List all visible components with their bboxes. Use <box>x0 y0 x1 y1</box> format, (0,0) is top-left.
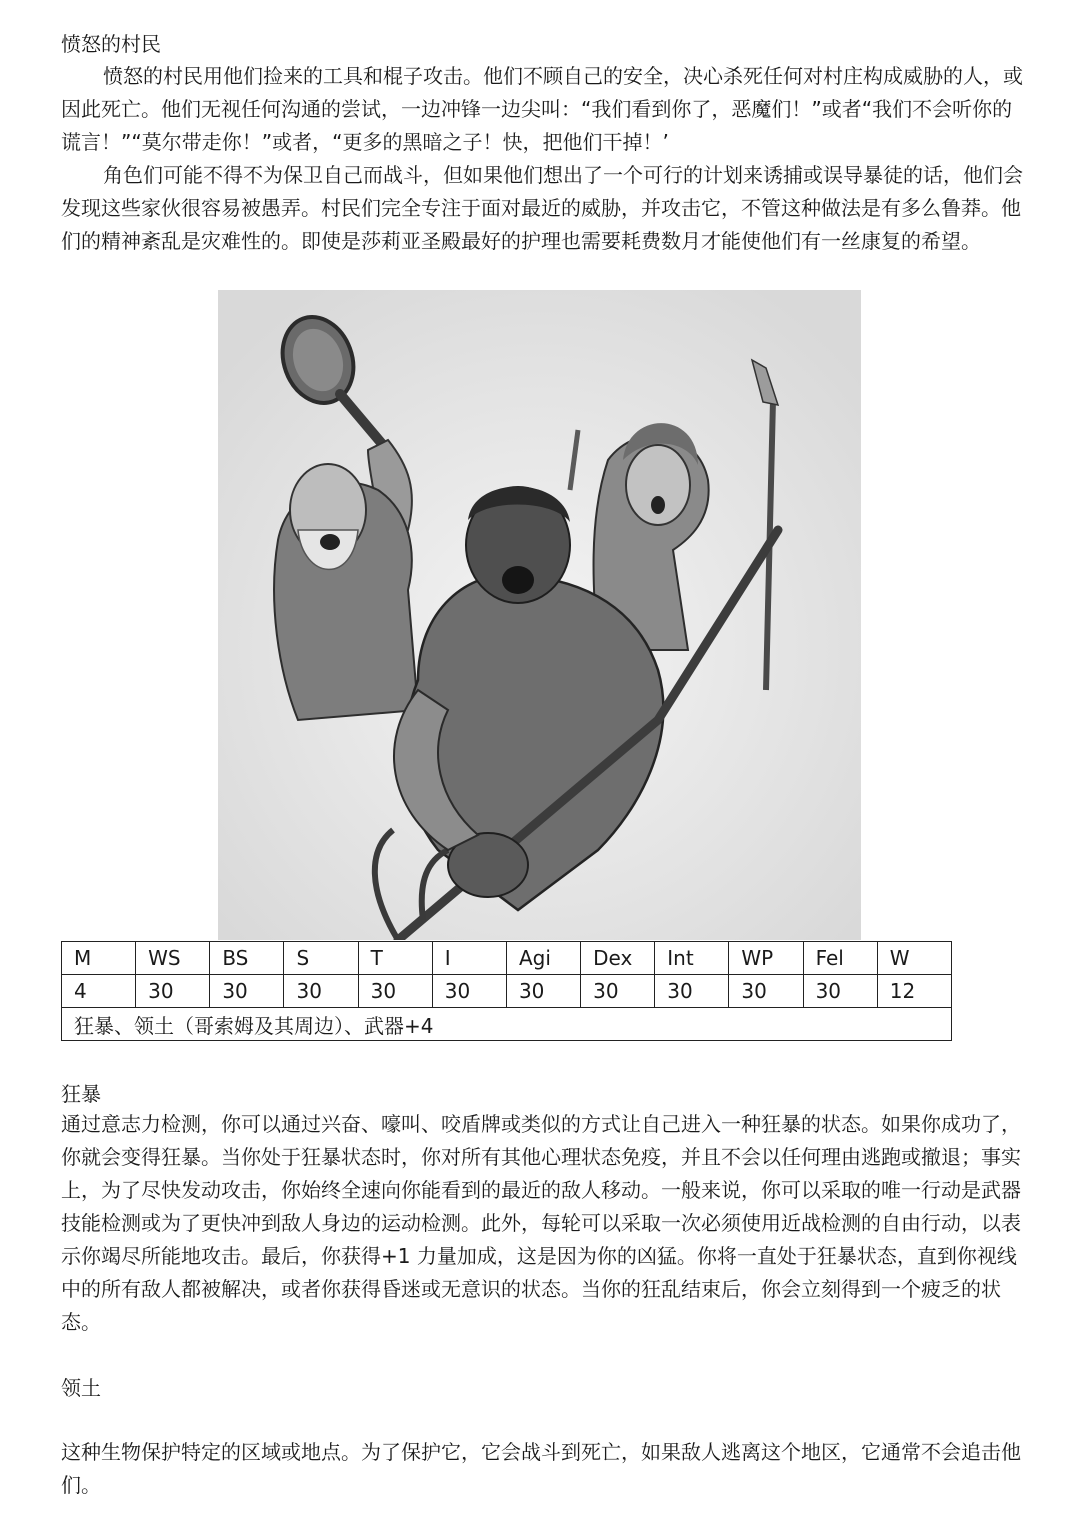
stat-header-cell: Fel <box>803 942 877 975</box>
stat-value-cell: 30 <box>803 975 877 1008</box>
frenzy-title: 狂暴 <box>61 1082 101 1106</box>
stat-value-cell: 30 <box>432 975 506 1008</box>
stat-value-row <box>62 975 952 1008</box>
stat-header-cell: I <box>432 942 506 975</box>
stat-header-cell: M <box>62 942 136 975</box>
stat-header-cell: Dex <box>581 942 655 975</box>
stat-value-cell: 30 <box>729 975 803 1008</box>
description-paragraph-2: 角色们可能不得不为保卫自己而战斗，但如果他们想出了一个可行的计划来诱捕或误导暴徒的话，他们会发现这些家伙很容易被愚弄。村民们完全专注于面对最近的威胁，并攻击它，不管这种做法是有多么鲁莽。他们的精神紊乱是灾难性的。即使是莎莉亚圣殿最好的护理也需要耗费数月才能使他们有一丝康复的希望。 <box>61 163 1023 253</box>
stat-header-cell: Int <box>655 942 729 975</box>
frenzy-paragraph: 通过意志力检测，你可以通过兴奋、嚎叫、咬盾牌或类似的方式让自己进入一种狂暴的状态。如果你成功了，你就会变得狂暴。当你处于狂暴状态时，你对所有其他心理状态免疫，并且不会以任何理由逃跑或撤退；事实上，为了尽快发动攻击，你始终全速向你能看到的最近的敌人移动。一般来说，你可以采取的唯一行动是武器技能检测或为了更快冲到敌人身边的运动检测。此外，每轮可以采取一次必须使用近战检测的自由行动，以表示你竭尽所能地攻击。最后，你获得+1 力量加成，这是因为你的凶猛。你将一直处于狂暴状态，直到你视线中的所有敌人都被解决，或者你获得昏迷或无意识的状态。当你的狂乱结束后，你会立刻得到一个疲乏的状态。 <box>61 1112 1021 1334</box>
stat-header-cell: Agi <box>506 942 580 975</box>
stat-header-cell: S <box>284 942 358 975</box>
stat-header-cell: W <box>877 942 951 975</box>
section-title: 愤怒的村民 <box>61 32 161 56</box>
stat-value-cell: 30 <box>506 975 580 1008</box>
stat-header-cell: WS <box>136 942 210 975</box>
stat-value-cell: 30 <box>284 975 358 1008</box>
stat-header-cell: BS <box>210 942 284 975</box>
angry-villagers-illustration <box>218 290 861 940</box>
stat-header-cell: WP <box>729 942 803 975</box>
stat-value-cell: 30 <box>358 975 432 1008</box>
stat-value-cell: 4 <box>62 975 136 1008</box>
stat-value-cell: 30 <box>581 975 655 1008</box>
stat-value-cell: 30 <box>210 975 284 1008</box>
description-paragraph-1: 愤怒的村民用他们捡来的工具和棍子攻击。他们不顾自己的安全，决心杀死任何对村庄构成威胁的人，或因此死亡。他们无视任何沟通的尝试，一边冲锋一边尖叫：“我们看到你了，恶魔们！”或者“我们不会听你的谎言！”“莫尔带走你！”或者，“更多的黑暗之子！快，把他们干掉！’ <box>61 64 1023 154</box>
territory-title: 领土 <box>61 1376 101 1400</box>
stat-value-cell: 30 <box>655 975 729 1008</box>
stat-block-table <box>61 941 952 1041</box>
stat-header-row <box>62 942 952 975</box>
stat-traits-row <box>62 1008 952 1041</box>
stat-header-cell: T <box>358 942 432 975</box>
territory-paragraph: 这种生物保护特定的区域或地点。为了保护它，它会战斗到死亡，如果敌人逃离这个地区，它通常不会追击他们。 <box>61 1440 1021 1497</box>
stat-traits-cell: 狂暴、领土（哥索姆及其周边）、武器+4 <box>62 1008 952 1041</box>
stat-value-cell: 30 <box>136 975 210 1008</box>
stat-value-cell: 12 <box>877 975 951 1008</box>
